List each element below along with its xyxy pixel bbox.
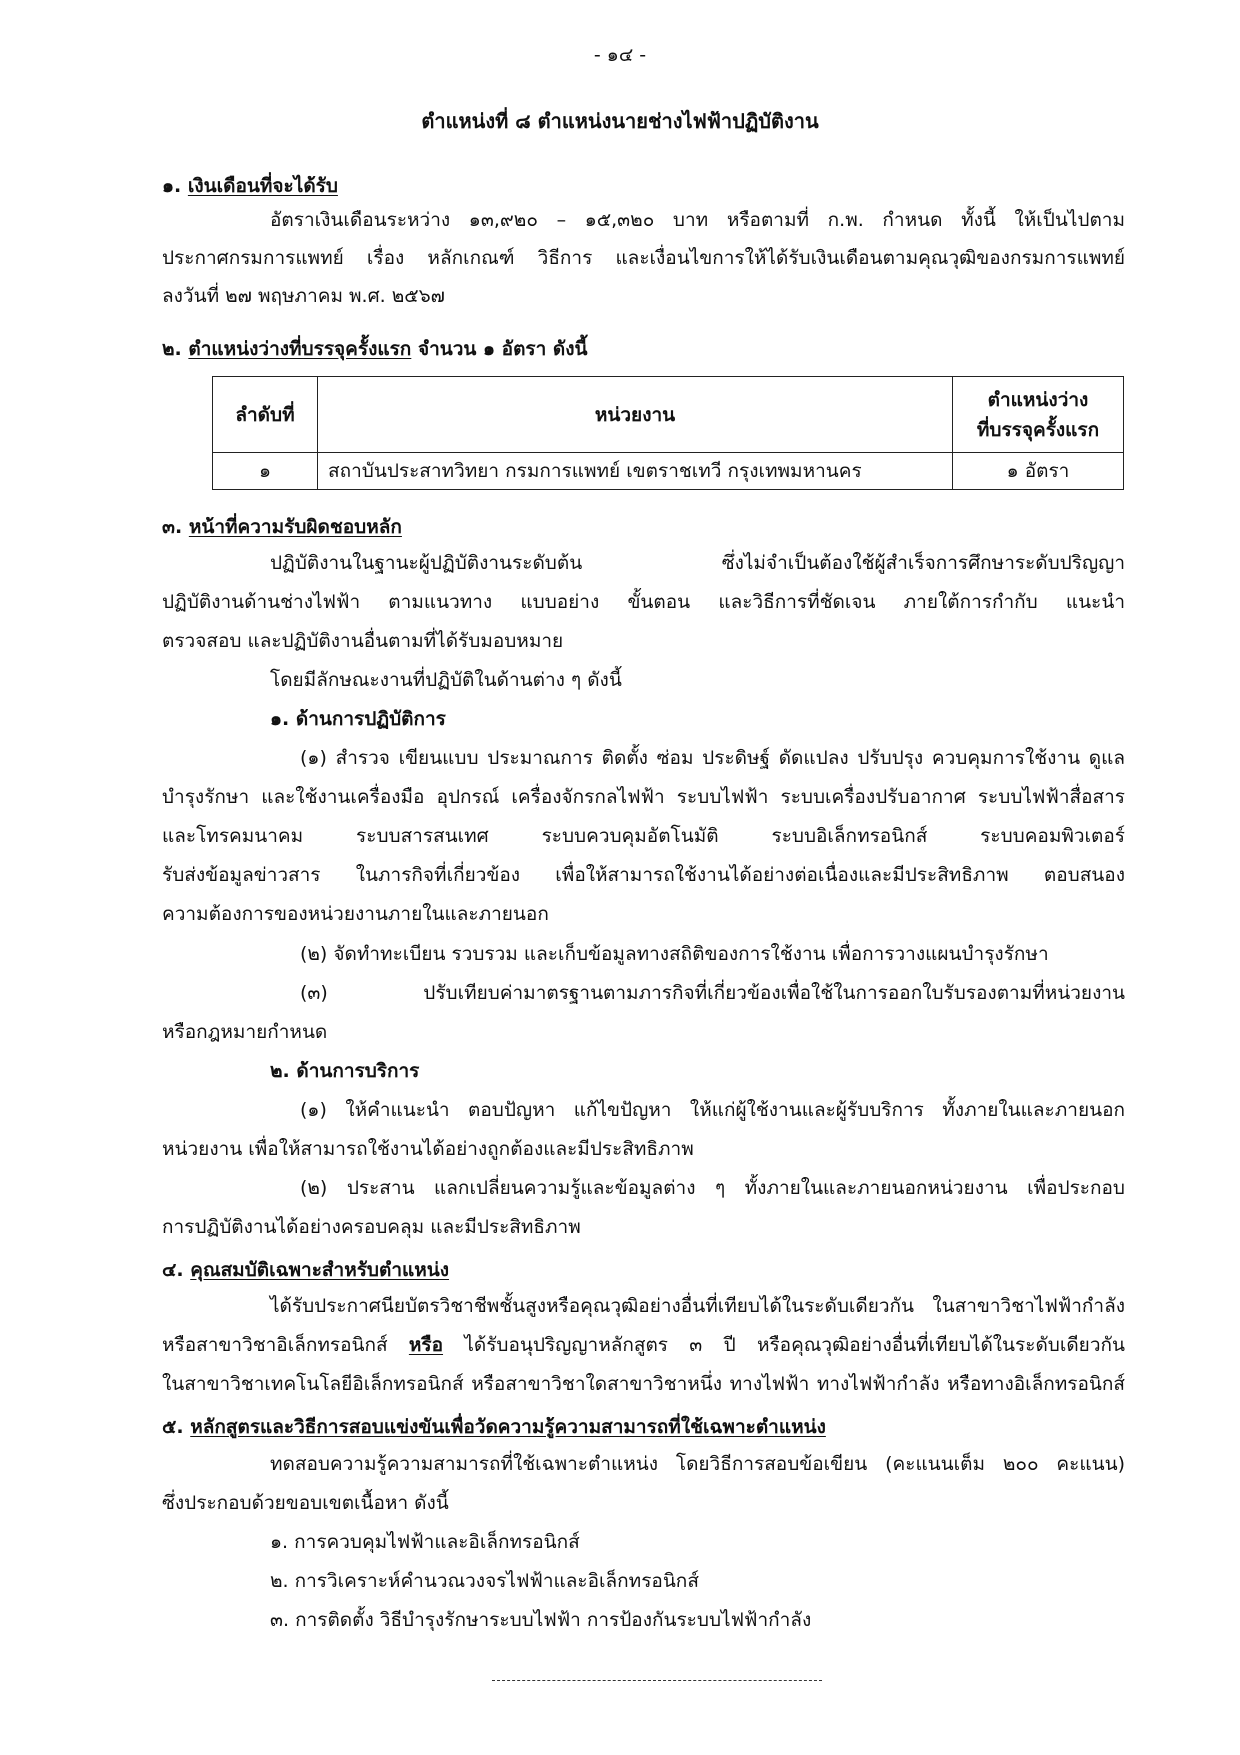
section-4-or: หรือ <box>408 1334 444 1356</box>
service-item-1-line: (๑) ให้คำแนะนำ ตอบปัญหา แก้ไขปัญหา ให้แก่ผู้ใช้งานและผู้รับบริการ ทั้งภายในและภายนอก <box>300 1099 1125 1121</box>
section-5-title: หลักสูตรและวิธีการสอบแข่งขันเพื่อวัดความรู้ความสามารถที่ใช้เฉพาะตำแหน่ง <box>190 1416 826 1438</box>
end-divider <box>492 1680 822 1681</box>
operations-item-1-line: (๑) สำรวจ เขียนแบบ ประมาณการ ติดตั้ง ซ่อม ประดิษฐ์ ดัดแปลง ปรับปรุง ควบคุมการใช้งาน ดูแล <box>300 747 1125 769</box>
operations-item-3-line: (๓) ปรับเทียบค่ามาตรฐานตามภารกิจที่เกี่ยวข้องเพื่อใช้ในการออกใบรับรองตามที่หน่วยงาน <box>300 982 1125 1004</box>
section-5-item: ๑. การควบคุมไฟฟ้าและอิเล็กทรอนิกส์ <box>270 1531 580 1553</box>
section-2-heading <box>162 336 588 362</box>
cell-unit: สถาบันประสาทวิทยา กรมการแพทย์ เขตราชเทวี กรุงเทพมหานคร <box>318 453 953 490</box>
header-order: ลำดับที่ <box>213 377 318 453</box>
section-1-title: เงินเดือนที่จะได้รับ <box>187 175 338 197</box>
service-item-2-line: การปฏิบัติงานได้อย่างครอบคลุม และมีประสิทธิภาพ <box>162 1216 581 1238</box>
section-5-line: ซึ่งประกอบด้วยขอบเขตเนื้อหา ดังนี้ <box>162 1492 449 1514</box>
vacancy-table <box>212 376 1124 490</box>
section-3-intro-line: ปฏิบัติงานด้านช่างไฟฟ้า ตามแนวทาง แบบอย่าง ขั้นตอน และวิธีการที่ชัดเจน ภายใต้การกำกับ แนะนำ <box>162 591 1125 613</box>
section-4-line: ในสาขาวิชาเทคโนโลยีอิเล็กทรอนิกส์ หรือสาขาวิชาใดสาขาวิชาหนึ่ง ทางไฟฟ้า ทางไฟฟ้ากำลัง หรือทางอิเล็กทรอนิกส์ <box>162 1373 1125 1395</box>
service-item-2-line: (๒) ประสาน แลกเปลี่ยนความรู้และข้อมูลต่าง ๆ ทั้งภายในและภายนอกหน่วยงาน เพื่อประกอบ <box>300 1177 1125 1199</box>
section-5-heading <box>162 1414 826 1440</box>
operations-item-3-line: หรือกฎหมายกำหนด <box>162 1021 328 1043</box>
cell-count: ๑ อัตรา <box>953 453 1124 490</box>
header-vacancy-line2: ที่บรรจุครั้งแรก <box>976 418 1100 441</box>
page-title: ตำแหน่งที่ ๘ ตำแหน่งนายช่างไฟฟ้าปฏิบัติงาน <box>421 109 819 133</box>
table-header-row <box>213 377 1124 453</box>
section-4-line: ได้รับประกาศนียบัตรวิชาชีพชั้นสูงหรือคุณวุฒิอย่างอื่นที่เทียบได้ในระดับเดียวกัน ในสาขาวิชาไฟฟ้ากำลัง <box>270 1295 1125 1317</box>
section-3-intro-line: ปฏิบัติงานในฐานะผู้ปฏิบัติงานระดับต้น ซึ่งไม่จำเป็นต้องใช้ผู้สำเร็จการศึกษาระดับปริญญา <box>270 552 1125 574</box>
section-4-heading <box>162 1257 449 1283</box>
section-3-number: ๓. <box>162 516 183 538</box>
section-1-line: อัตราเงินเดือนระหว่าง ๑๓,๙๒๐ – ๑๕,๓๒๐ บาท หรือตามที่ ก.พ. กำหนด ทั้งนี้ ให้เป็นไปตาม <box>270 209 1125 231</box>
section-4-line2-pre: หรือสาขาวิชาอิเล็กทรอนิกส์ <box>162 1334 388 1356</box>
subsection-operations-heading: ๑. ด้านการปฏิบัติการ <box>270 708 446 730</box>
section-1-line: ประกาศกรมการแพทย์ เรื่อง หลักเกณฑ์ วิธีการ และเงื่อนไขการให้ได้รับเงินเดือนตามคุณวุฒิของกรมการแพทย์ <box>162 247 1125 269</box>
page-number: - ๑๔ - <box>593 44 647 66</box>
cell-order: ๑ <box>213 453 318 490</box>
section-5-line: ทดสอบความรู้ความสามารถที่ใช้เฉพาะตำแหน่ง โดยวิธีการสอบข้อเขียน (คะแนนเต็ม ๒๐๐ คะแนน) <box>270 1453 1125 1475</box>
section-2-title: ตำแหน่งว่างที่บรรจุครั้งแรก <box>188 338 412 360</box>
section-3-heading <box>162 514 402 540</box>
section-3-intro-line: โดยมีลักษณะงานที่ปฏิบัติในด้านต่าง ๆ ดังนี้ <box>270 669 622 691</box>
table-row <box>213 453 1124 490</box>
header-unit: หน่วยงาน <box>318 377 953 453</box>
service-item-1-line: หน่วยงาน เพื่อให้สามารถใช้งานได้อย่างถูกต้องและมีประสิทธิภาพ <box>162 1138 694 1160</box>
section-3-title: หน้าที่ความรับผิดชอบหลัก <box>188 516 402 538</box>
section-1-number: ๑. <box>162 175 182 197</box>
section-2-number: ๒. <box>162 338 182 360</box>
section-4-title: คุณสมบัติเฉพาะสำหรับตำแหน่ง <box>190 1259 450 1281</box>
operations-item-1-line: และโทรคมนาคม ระบบสารสนเทศ ระบบควบคุมอัตโนมัติ ระบบอิเล็กทรอนิกส์ ระบบคอมพิวเตอร์ <box>162 825 1125 847</box>
section-1-heading <box>162 173 338 199</box>
operations-item-2: (๒) จัดทำทะเบียน รวบรวม และเก็บข้อมูลทางสถิติของการใช้งาน เพื่อการวางแผนบำรุงรักษา <box>300 943 1049 965</box>
section-5-item: ๓. การติดตั้ง วิธีบำรุงรักษาระบบไฟฟ้า การป้องกันระบบไฟฟ้ากำลัง <box>270 1609 812 1631</box>
section-3-intro-line: ตรวจสอบ และปฏิบัติงานอื่นตามที่ได้รับมอบหมาย <box>162 630 564 652</box>
section-4-line2-post: ได้รับอนุปริญญาหลักสูตร ๓ ปี หรือคุณวุฒิอย่างอื่นที่เทียบได้ในระดับเดียวกัน <box>464 1334 1125 1356</box>
operations-item-1-line: รับส่งข้อมูลข่าวสาร ในภารกิจที่เกี่ยวข้อง เพื่อให้สามารถใช้งานได้อย่างต่อเนื่องและมีประสิทธิภาพ ตอบสนอง <box>162 864 1125 886</box>
header-vacancy-line1: ตำแหน่งว่าง <box>987 388 1089 411</box>
section-4-line <box>162 1332 1125 1358</box>
header-vacancy <box>953 377 1124 453</box>
section-1-line: ลงวันที่ ๒๗ พฤษภาคม พ.ศ. ๒๕๖๗ <box>162 285 445 307</box>
section-2-suffix: จำนวน ๑ อัตรา ดังนี้ <box>417 338 588 360</box>
operations-item-1-line: บำรุงรักษา และใช้งานเครื่องมือ อุปกรณ์ เครื่องจักรกลไฟฟ้า ระบบไฟฟ้า ระบบเครื่องปรับอากาศ ระบบไฟฟ้าสื่อสาร <box>162 786 1125 808</box>
operations-item-1-line: ความต้องการของหน่วยงานภายในและภายนอก <box>162 903 549 925</box>
section-5-item: ๒. การวิเคราะห์คำนวณวงจรไฟฟ้าและอิเล็กทรอนิกส์ <box>270 1570 699 1592</box>
section-4-number: ๔. <box>162 1259 184 1281</box>
subsection-service-heading: ๒. ด้านการบริการ <box>270 1060 420 1082</box>
section-5-number: ๕. <box>162 1416 184 1438</box>
